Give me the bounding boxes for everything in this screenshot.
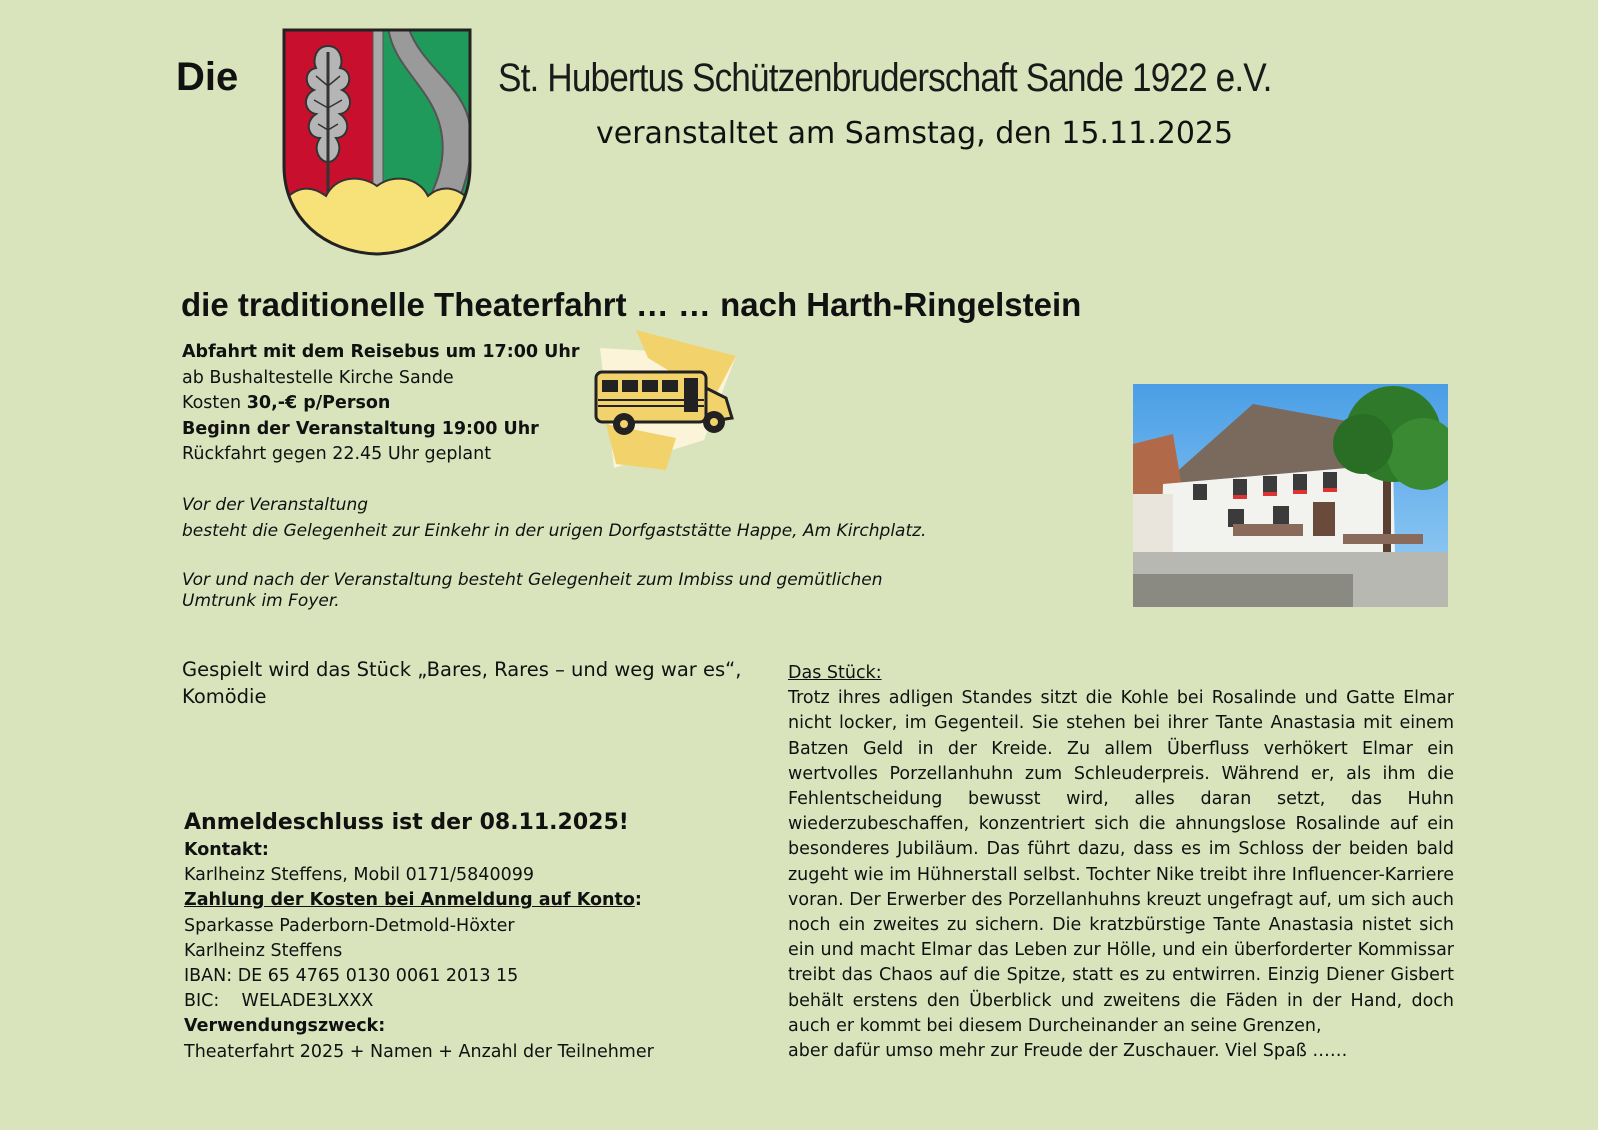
play-description-closing: aber dafür umso mehr zur Freude der Zuschauer. Viel Spaß ……	[788, 1041, 1348, 1062]
payment-line	[184, 888, 654, 913]
start-time-text: Beginn der Veranstaltung 19:00 Uhr	[182, 418, 539, 439]
bus-stop-text: ab Bushaltestelle Kirche Sande	[182, 367, 454, 388]
return-text: Rückfahrt gegen 22.45 Uhr geplant	[182, 444, 492, 464]
purpose-text: Theaterfahrt 2025 + Namen + Anzahl der Teilnehmer	[184, 1041, 654, 1062]
purpose-label: Verwendungszweck:	[184, 1016, 386, 1037]
iban-text: IBAN: DE 65 4765 0130 0061 2013 15	[184, 966, 519, 987]
payment-label: Zahlung der Kosten bei Anmeldung auf Konto	[184, 890, 635, 911]
event-date-line: veranstaltet am Samstag, den 15.11.2025	[596, 116, 1234, 151]
foyer-line-2: Umtrunk im Foyer.	[182, 590, 340, 611]
foyer-line-1: Vor und nach der Veranstaltung besteht Gelegenheit zum Imbiss und gemütlichen	[182, 570, 883, 590]
organization-name: St. Hubertus Schützenbruderschaft Sande 1922 e.V.	[498, 56, 1272, 100]
cost-prefix: Kosten	[182, 393, 247, 413]
coat-of-arms-icon	[280, 26, 474, 258]
play-description	[788, 661, 1454, 1064]
before-event-line-2: besteht die Gelegenheit zur Einkehr in der urigen Dorfgaststätte Happe, Am Kirchplatz.	[182, 520, 927, 541]
play-description-text: Trotz ihres adligen Standes sitzt die Kohle bei Rosalinde und Gatte Elmar nicht locker, im Gegenteil. Sie stehen bei ihrer Tante Anastasia mit einem Batzen Geld in der Kreide. Zu allem Überfluss verhökert Elmar ein wertvolles Porzellanhuhn zum Schleuderpreis. Während er, als ihm die Fehlentscheidung bewusst wird, alles daran setzt, das Huhn wiederzubeschaffen, konzentriert sich die ahnungslose Rosalinde auf ein besonderes Jubiläum. Das führt dazu, dass es im Schloss der beiden bald zugeht wie im Hühnerstall selbst. Tochter Nike treibt ihre Influencer-Karriere voran. Der Erwerber des Porzellanhuhns kreuzt ungefragt auf, um sich auch noch ein zweites zu sichern. Die kratzbürstige Tante Anastasia nistet sich ein und macht Elmar das Leben zur Hölle, und ein überforderter Kommissar treibt das Chaos auf die Spitze, statt es zu entwirren. Einzig Diener Gisbert behält erstens den Überblick und zweitens die Fäden in der Hand, doch auch er kommt bei diesem Durcheinander an seine Grenzen,	[788, 688, 1454, 1036]
contact-label: Kontakt:	[184, 840, 269, 860]
cost-line	[182, 391, 579, 417]
play-genre: Komödie	[182, 685, 267, 708]
contact-text: Karlheinz Steffens, Mobil 0171/5840099	[184, 865, 534, 886]
bank-name: Sparkasse Paderborn-Detmold-Höxter	[184, 915, 515, 936]
registration-block	[184, 808, 654, 1065]
before-event-line-1: Vor der Veranstaltung	[182, 495, 369, 515]
account-holder: Karlheinz Steffens	[184, 940, 343, 961]
inn-building-photo	[1133, 384, 1448, 607]
deadline-text: Anmeldeschluss ist der 08.11.2025!	[184, 810, 629, 835]
school-bus-icon	[586, 328, 746, 474]
cost-value: 30,-€ p/Person	[246, 393, 391, 413]
headline: die traditionelle Theaterfahrt … … nach Harth-Ringelstein	[181, 286, 1082, 323]
die-label: Die	[176, 55, 239, 99]
foyer-note	[182, 570, 882, 611]
play-info	[182, 656, 741, 710]
payment-colon: :	[634, 890, 642, 911]
trip-info	[182, 340, 579, 468]
play-description-title: Das Stück:	[788, 663, 882, 683]
before-event-note	[182, 493, 926, 544]
bic-text: BIC: WELADE3LXXX	[184, 991, 374, 1012]
departure-text: Abfahrt mit dem Reisebus um 17:00 Uhr	[182, 342, 580, 362]
play-title-line: Gespielt wird das Stück „Bares, Rares – und weg war es“,	[182, 658, 742, 681]
